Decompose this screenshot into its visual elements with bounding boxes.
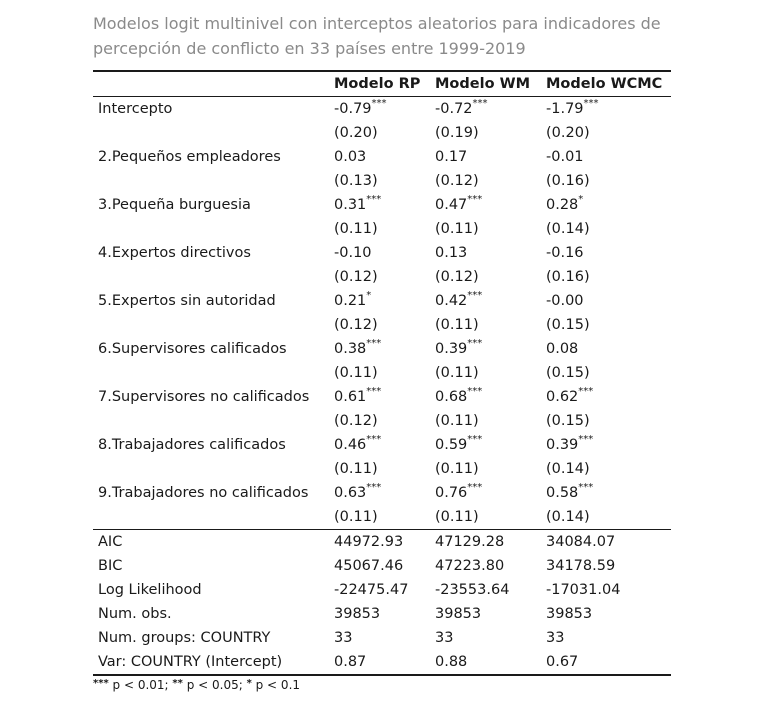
significance-stars: *: [366, 290, 372, 302]
gof-value: 34084.07: [546, 530, 671, 555]
coefficient-cell: [435, 385, 546, 409]
standard-error-cell: (0.11): [435, 317, 479, 333]
standard-error-cell: (0.12): [435, 173, 479, 189]
significance-stars: *: [578, 194, 584, 206]
coefficient-cell: [334, 337, 435, 361]
coefficient-row: [93, 433, 671, 457]
coefficient-cell: [435, 97, 546, 122]
header-empty-cell: [93, 71, 334, 97]
standard-error-cell: (0.20): [334, 125, 378, 141]
standard-error-row: [93, 217, 671, 241]
coefficient-label: 9.Trabajadores no calificados: [98, 485, 309, 501]
gof-row: [93, 650, 671, 675]
coefficient-cell: [435, 145, 546, 169]
coefficient-estimate: 0.63: [334, 485, 367, 501]
standard-error-cell: (0.11): [334, 221, 378, 237]
gof-row: [93, 602, 671, 626]
coefficient-cell: [435, 337, 546, 361]
standard-error-label-empty: [93, 409, 334, 433]
coefficient-label: 8.Trabajadores calificados: [98, 437, 286, 453]
coefficient-estimate: 0.13: [435, 245, 468, 261]
significance-stars: ***: [472, 98, 488, 110]
gof-label: Var: COUNTRY (Intercept): [93, 650, 334, 675]
standard-error-cell: (0.14): [546, 461, 590, 477]
coefficient-cell: [546, 289, 671, 313]
coefficient-label: 3.Pequeña burguesia: [98, 197, 251, 213]
coefficient-row: [93, 193, 671, 217]
standard-error-row: [93, 505, 671, 530]
gof-value: 0.67: [546, 650, 671, 675]
standard-error-cell: (0.16): [546, 173, 590, 189]
footnote-stars-1: *: [246, 678, 252, 689]
coefficient-row: [93, 241, 671, 265]
standard-error-label-empty: [93, 169, 334, 193]
coefficient-cell: [334, 385, 435, 409]
coefficient-estimate: 0.61: [334, 389, 367, 405]
significance-stars: ***: [467, 386, 483, 398]
standard-error-cell: (0.14): [546, 509, 590, 525]
significance-stars: ***: [366, 482, 382, 494]
gof-value: -23553.64: [435, 582, 510, 598]
column-header-modelo-wm: Modelo WM: [435, 76, 531, 92]
standard-error-cell: (0.12): [334, 269, 378, 285]
standard-error-cell: (0.11): [435, 413, 479, 429]
coefficient-row: [93, 481, 671, 505]
coefficient-cell: [334, 481, 435, 505]
standard-error-label-empty: [93, 313, 334, 337]
standard-error-cell: (0.15): [546, 365, 590, 381]
significance-stars: ***: [467, 194, 483, 206]
coefficient-row: [93, 97, 671, 122]
coefficient-cell: [546, 337, 671, 361]
standard-error-row: [93, 313, 671, 337]
standard-error-label-empty: [93, 265, 334, 289]
significance-stars: ***: [578, 386, 594, 398]
significance-stars: ***: [366, 434, 382, 446]
coefficient-estimate: -0.72: [435, 101, 473, 117]
gof-label: Num. obs.: [98, 606, 172, 622]
coefficient-estimate: -0.79: [334, 101, 372, 117]
coefficient-estimate: 0.59: [435, 437, 468, 453]
gof-value: 39853: [334, 606, 381, 622]
coefficient-cell: [334, 433, 435, 457]
coefficient-cell: [435, 289, 546, 313]
gof-value: 47129.28: [435, 530, 546, 555]
footnote-stars-2: **: [172, 678, 183, 689]
coefficient-estimate: 0.21: [334, 293, 367, 309]
standard-error-cell: (0.11): [334, 461, 378, 477]
standard-error-cell: (0.11): [334, 365, 378, 381]
coefficient-estimate: 0.42: [435, 293, 468, 309]
coefficient-cell: [334, 241, 435, 265]
standard-error-label-empty: [93, 121, 334, 145]
significance-footnote: [93, 678, 300, 692]
standard-error-row: [93, 457, 671, 481]
coefficient-label: 4.Expertos directivos: [98, 245, 251, 261]
gof-value: 39853: [435, 606, 482, 622]
significance-stars: ***: [467, 434, 483, 446]
standard-error-label-empty: [93, 361, 334, 385]
footnote-text-2: p < 0.05;: [182, 678, 247, 692]
coefficient-cell: [435, 241, 546, 265]
coefficient-estimate: -0.01: [546, 149, 584, 165]
coefficient-cell: [334, 289, 435, 313]
significance-stars: ***: [371, 98, 387, 110]
coefficient-label: 6.Supervisores calificados: [98, 341, 287, 357]
standard-error-cell: (0.11): [435, 221, 479, 237]
footnote-text-3: p < 0.01;: [108, 678, 173, 692]
column-header-modelo-wcmc: Modelo WCMC: [546, 76, 663, 92]
standard-error-row: [93, 265, 671, 289]
footnote-stars-3: ***: [93, 678, 109, 689]
gof-row: [93, 578, 671, 602]
goodness-of-fit-body: [93, 530, 671, 676]
standard-error-cell: (0.11): [334, 509, 378, 525]
gof-value: -22475.47: [334, 582, 409, 598]
standard-error-cell: (0.12): [334, 413, 378, 429]
significance-stars: ***: [467, 290, 483, 302]
significance-stars: ***: [583, 98, 599, 110]
standard-error-label-empty: [93, 457, 334, 481]
coefficient-estimate: -0.10: [334, 245, 372, 261]
coefficient-cell: [334, 193, 435, 217]
coefficient-cell: [334, 97, 435, 122]
standard-error-cell: (0.20): [546, 125, 590, 141]
significance-stars: ***: [366, 338, 382, 350]
standard-error-cell: (0.14): [546, 221, 590, 237]
gof-value: -17031.04: [546, 582, 621, 598]
coefficient-estimate: 0.47: [435, 197, 468, 213]
coefficient-cell: [435, 481, 546, 505]
standard-error-row: [93, 169, 671, 193]
header-row: [93, 71, 671, 97]
coefficient-cell: [546, 241, 671, 265]
coefficient-cell: [334, 145, 435, 169]
gof-row: [93, 530, 671, 555]
gof-label: Log Likelihood: [98, 582, 202, 598]
coefficient-estimate: 0.38: [334, 341, 367, 357]
column-header-modelo-rp: Modelo RP: [334, 76, 421, 92]
coefficient-estimate: -0.16: [546, 245, 584, 261]
coefficient-cell: [435, 193, 546, 217]
significance-stars: ***: [578, 482, 594, 494]
standard-error-cell: (0.11): [435, 365, 479, 381]
gof-value: 33: [546, 630, 565, 646]
gof-value: 33: [334, 630, 353, 646]
coefficient-label: 2.Pequeños empleadores: [98, 149, 281, 165]
standard-error-cell: (0.16): [546, 269, 590, 285]
coefficients-body: [93, 97, 671, 530]
table-caption: Modelos logit multinivel con interceptos aleatorios para indicadores de percepción de conflicto en 33 países entre 1999-2019: [93, 14, 661, 58]
coefficient-estimate: -0.00: [546, 293, 584, 309]
footnote-text-1: p < 0.1: [251, 678, 301, 692]
coefficient-label: Intercepto: [98, 101, 173, 117]
standard-error-cell: (0.15): [546, 413, 590, 429]
standard-error-cell: (0.11): [435, 509, 479, 525]
gof-label: Num. groups: COUNTRY: [98, 630, 271, 646]
coefficient-label: 5.Expertos sin autoridad: [98, 293, 276, 309]
standard-error-label-empty: [93, 217, 334, 241]
standard-error-row: [93, 361, 671, 385]
gof-value: 33: [435, 630, 454, 646]
coefficient-estimate: 0.58: [546, 485, 579, 501]
significance-stars: ***: [467, 338, 483, 350]
coefficient-estimate: 0.68: [435, 389, 468, 405]
coefficient-estimate: 0.39: [435, 341, 468, 357]
coefficient-cell: [546, 481, 671, 505]
coefficient-estimate: 0.08: [546, 341, 579, 357]
gof-row: [93, 626, 671, 650]
coefficient-cell: [546, 97, 671, 122]
standard-error-cell: (0.13): [334, 173, 378, 189]
coefficient-row: [93, 385, 671, 409]
gof-value: 0.88: [435, 650, 546, 675]
standard-error-label-empty: [93, 505, 334, 530]
significance-stars: ***: [467, 482, 483, 494]
standard-error-cell: (0.15): [546, 317, 590, 333]
coefficient-estimate: 0.76: [435, 485, 468, 501]
standard-error-row: [93, 409, 671, 433]
coefficient-estimate: 0.31: [334, 197, 367, 213]
coefficient-estimate: 0.03: [334, 149, 367, 165]
gof-label: AIC: [93, 530, 334, 555]
coefficient-cell: [546, 433, 671, 457]
coefficient-row: [93, 289, 671, 313]
standard-error-cell: (0.12): [435, 269, 479, 285]
gof-value: 34178.59: [546, 558, 616, 574]
gof-row: [93, 554, 671, 578]
coefficient-label: 7.Supervisores no calificados: [98, 389, 310, 405]
standard-error-cell: (0.12): [334, 317, 378, 333]
significance-stars: ***: [366, 194, 382, 206]
regression-table: [93, 70, 671, 676]
coefficient-cell: [546, 385, 671, 409]
gof-value: 47223.80: [435, 558, 505, 574]
coefficient-estimate: -1.79: [546, 101, 584, 117]
coefficient-row: [93, 337, 671, 361]
significance-stars: ***: [366, 386, 382, 398]
significance-stars: ***: [578, 434, 594, 446]
gof-value: 0.87: [334, 650, 435, 675]
standard-error-row: [93, 121, 671, 145]
coefficient-cell: [546, 193, 671, 217]
coefficient-cell: [435, 433, 546, 457]
coefficient-cell: [546, 145, 671, 169]
standard-error-cell: (0.11): [435, 461, 479, 477]
coefficient-estimate: 0.62: [546, 389, 579, 405]
coefficient-estimate: 0.46: [334, 437, 367, 453]
standard-error-cell: (0.19): [435, 125, 479, 141]
gof-value: 44972.93: [334, 530, 435, 555]
coefficient-estimate: 0.39: [546, 437, 579, 453]
coefficient-estimate: 0.17: [435, 149, 468, 165]
table-header: [93, 71, 671, 97]
coefficient-row: [93, 145, 671, 169]
coefficient-estimate: 0.28: [546, 197, 579, 213]
gof-value: 39853: [546, 606, 593, 622]
gof-value: 45067.46: [334, 558, 404, 574]
gof-label: BIC: [98, 558, 123, 574]
